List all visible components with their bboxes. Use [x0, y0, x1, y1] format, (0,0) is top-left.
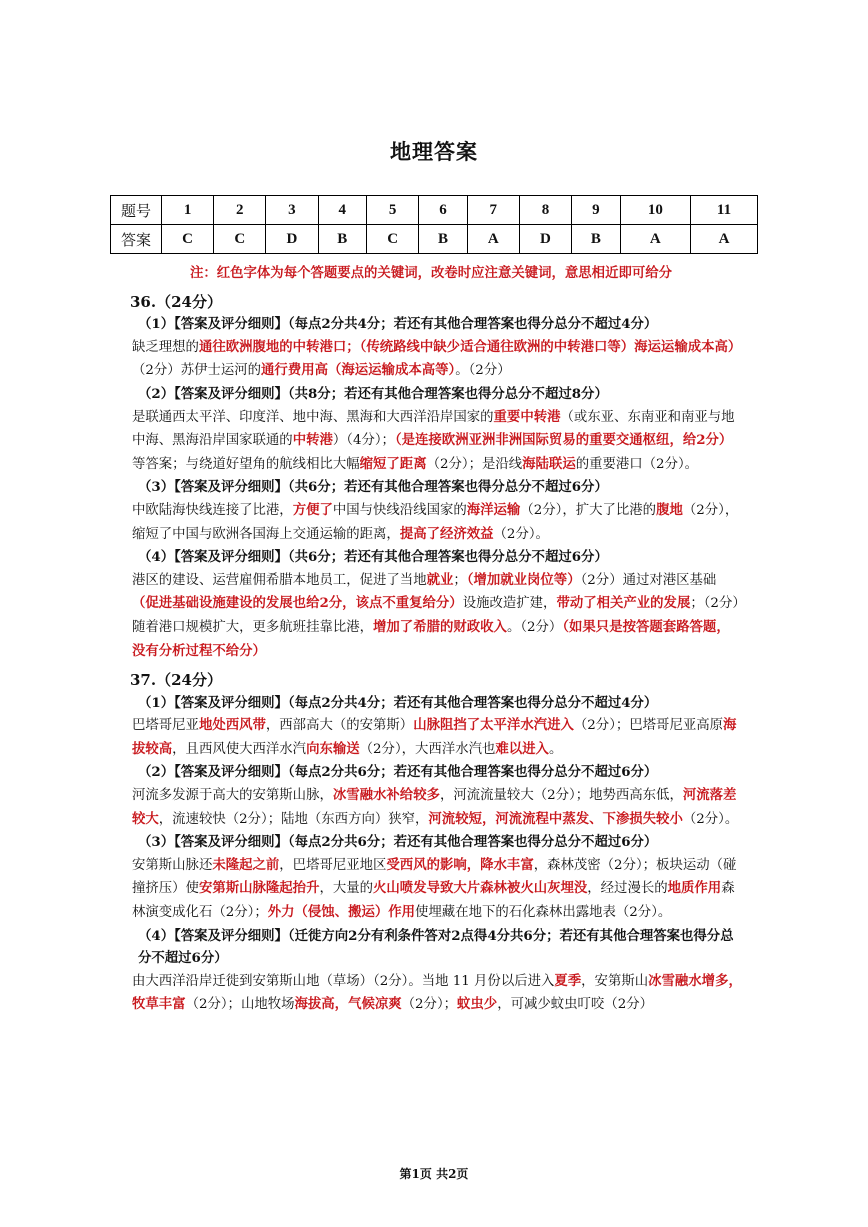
keyword-highlight: 通往欧洲腹地的中转港口；（传统路线中缺少适合通往欧洲的中转港口等）海运运输成本高）	[198, 338, 742, 355]
keyword-highlight: 海拔较高	[132, 717, 737, 757]
answer-text: 等答案；与绕道好望角的航线相比大幅	[132, 456, 360, 472]
q37-part1-answer	[132, 714, 742, 761]
keyword-highlight: 安第斯山脉隆起抬升	[198, 880, 320, 897]
answer-text: 设施改造扩建，	[462, 596, 557, 612]
q37-part2-answer	[132, 784, 742, 831]
answer-cell: C	[367, 225, 419, 254]
keyword-highlight: 重要中转港	[493, 408, 561, 425]
answer-text: ，流速较快（2分）；陆地（东西方向）狭窄，	[158, 811, 429, 827]
answer-cell: D	[519, 225, 571, 254]
q36-part3-answer	[132, 499, 742, 546]
answer-cell: B	[572, 225, 621, 254]
answer-text: 河流多发源于高大的安第斯山脉，	[132, 788, 333, 804]
number-cell: 4	[318, 196, 367, 225]
answer-text: （或东亚、东南亚和南亚与地中海、黑海沿岸国家联通的	[132, 409, 735, 449]
answer-text: ，巴塔哥尼亚地区	[279, 857, 387, 873]
number-cell: 10	[620, 196, 690, 225]
answer-cell: C	[214, 225, 266, 254]
keyword-highlight: 难以进入	[495, 740, 549, 757]
answer-text: （2分）；巴塔哥尼亚高原	[573, 718, 724, 734]
answer-text: 森林演变成化石（2分）；	[132, 881, 735, 921]
keyword-highlight: 外力（侵蚀、搬运）作用	[267, 904, 416, 921]
page-title: 地理答案	[390, 139, 478, 164]
grading-note: 注：红色字体为每个答题要点的关键词，改卷时应注意关键词，意思相近即可给分	[189, 265, 673, 281]
answer-table	[110, 195, 758, 254]
answer-text: 。（2分）	[455, 363, 511, 379]
answer-text: （2分）。	[682, 811, 739, 827]
keyword-highlight: 海陆联运	[522, 455, 576, 472]
answer-row	[111, 225, 758, 254]
answer-cell: B	[318, 225, 367, 254]
keyword-highlight: 受西风的影响，降水丰富	[386, 856, 534, 873]
keyword-highlight: 地质作用	[667, 880, 722, 897]
answer-text: 港区的建设、运营雇佣希腊本地员工，促进了当地	[132, 572, 427, 588]
keyword-highlight: 缩短了距离	[359, 455, 427, 472]
number-cell: 9	[572, 196, 621, 225]
keyword-highlight: 河流较短，河流流程中蒸发、下渗损失较小	[428, 810, 683, 827]
answer-cell: A	[620, 225, 690, 254]
keyword-highlight: 海洋运输	[466, 501, 521, 518]
q36-part1-answer	[132, 336, 742, 383]
number-cell: 6	[419, 196, 468, 225]
answer-text: ，森林茂密（2分）；板块运动（碰撞挤压）使	[132, 857, 737, 897]
answer-text: ，经过漫长的	[587, 881, 668, 897]
answer-cell: C	[162, 225, 214, 254]
q37-part1-heading: （1）【答案及评分细则】（每点2分共4分；若还有其他合理答案也得分总分不超过4分）	[138, 694, 658, 711]
number-cell: 8	[519, 196, 571, 225]
keyword-highlight: 就业	[426, 571, 454, 588]
page-footer: 第1页 共2页	[399, 1167, 469, 1181]
answer-text: 。（2分）	[506, 619, 563, 635]
answer-text: 中欧陆海快线连接了比港，	[132, 502, 293, 518]
keyword-highlight: 蚊虫少	[457, 996, 498, 1013]
q37-part3-heading: （3）【答案及评分细则】（每点2分共6分；若还有其他合理答案也得分总分不超过6分）	[138, 834, 658, 851]
keyword-highlight: 火山喷发导致大片森林被火山灰埋没	[373, 880, 588, 897]
answer-text: （2分）通过对港区基础	[580, 572, 717, 588]
answer-cell: B	[419, 225, 468, 254]
answer-text: 使埋藏在地下的石化森林出露地表（2分）。	[415, 905, 672, 921]
keyword-highlight: 冰雪融水增多，牧草丰富	[132, 972, 742, 1013]
number-cell: 2	[214, 196, 266, 225]
answer-text: 是联通西太平洋、印度洋、地中海、黑海和大西洋沿岸国家的	[132, 409, 494, 425]
row-label-answer: 答案	[111, 225, 162, 254]
keyword-highlight: 增加了希腊的财政收入	[373, 618, 507, 635]
answer-text: ，大量的	[319, 881, 374, 897]
q36-part2-answer	[132, 406, 742, 477]
keyword-highlight: 提高了经济效益	[399, 525, 494, 542]
answer-cell: A	[467, 225, 519, 254]
answer-text: ；	[453, 572, 467, 588]
answer-text: ，西部高大（的安第斯）	[265, 718, 414, 734]
keyword-highlight: 未隆起之前	[212, 856, 280, 873]
answer-cell: D	[266, 225, 318, 254]
q37-part3-answer	[132, 854, 742, 925]
answer-text: （2分）；山地牧场	[185, 997, 295, 1013]
question-36-heading: 36.（24分）	[130, 292, 222, 311]
answer-text: ）（4分）；	[332, 433, 395, 449]
keyword-highlight: 中转港	[292, 432, 333, 449]
keyword-highlight: 方便了	[292, 501, 333, 518]
q36-part2-heading: （2）【答案及评分细则】（共8分；若还有其他合理答案也得分总分不超过8分）	[138, 385, 608, 402]
keyword-highlight: （增加就业岗位等）	[466, 571, 581, 588]
answer-text: 中国与快线沿线国家的	[332, 502, 467, 518]
number-cell: 5	[367, 196, 419, 225]
answer-text: 由大西洋沿岸迁徙到安第斯山地（草场）（2分）。当地 11 月份以后进入	[132, 973, 555, 989]
keyword-highlight: （如果只是按答题套路答题，没有分析过程不给分）	[132, 618, 730, 659]
answer-text: （2分），大西洋水汽也	[359, 741, 496, 757]
answer-text: 缺乏理想的	[132, 339, 199, 355]
q36-part1-heading: （1）【答案及评分细则】（每点2分共4分；若还有其他合理答案也得分总分不超过4分）	[138, 316, 658, 333]
keyword-highlight: 腹地	[656, 501, 683, 518]
number-cell: 3	[266, 196, 318, 225]
answer-text: （2分）；	[401, 997, 458, 1013]
keyword-highlight: 向东输送	[306, 740, 360, 757]
keyword-highlight: 山脉阻挡了太平洋水汽进入	[413, 717, 574, 734]
q37-part4-heading: （4）【答案及评分细则】（迁徙方向2分有利条件答对2点得4分共6分；若还有其他合理答案也得分总分不超过6分）	[138, 927, 734, 967]
answer-text: 的重要港口（2分）。	[575, 456, 699, 472]
number-cell: 1	[162, 196, 214, 225]
answer-text: 安第斯山脉还	[132, 857, 213, 873]
answer-text: （2分）。	[493, 526, 549, 542]
answer-text: （2分）；是沿线	[426, 456, 523, 472]
answer-cell: A	[691, 225, 758, 254]
number-cell: 11	[691, 196, 758, 225]
keyword-highlight: 带动了相关产业的发展	[556, 595, 691, 612]
keyword-highlight: 冰雪融水补给较多	[332, 787, 440, 804]
answer-text: 。	[548, 741, 563, 757]
answer-text: （2分），缩短了中国与欧洲各国海上交通运输的距离，	[132, 502, 739, 542]
keyword-highlight: 海拔高，气候凉爽	[294, 996, 402, 1013]
answer-text: 巴塔哥尼亚	[132, 718, 199, 734]
q37-part2-heading: （2）【答案及评分细则】（每点2分共6分；若还有其他合理答案也得分总分不超过6分）	[138, 764, 658, 781]
answer-text: ，安第斯山	[581, 973, 649, 989]
q37-part4-answer	[132, 970, 742, 1017]
answer-text: ，可减少蚊虫叮咬（2分）	[497, 997, 654, 1013]
keyword-highlight: 夏季	[554, 972, 582, 989]
row-label-number: 题号	[111, 196, 162, 225]
answer-text: ；（2分）随着港口规模扩大，更多航班挂靠比港，	[132, 596, 740, 635]
question-number-row	[111, 196, 758, 225]
keyword-highlight: （促进基础设施建设的发展也给2分，该点不重复给分）	[132, 595, 463, 612]
keyword-highlight: 地处西风带	[198, 717, 266, 734]
answer-content	[132, 262, 742, 1017]
answer-text: （2分），扩大了比港的	[520, 502, 657, 518]
question-37-heading: 37.（24分）	[130, 671, 222, 690]
answer-text: ，且西风使大西洋水汽	[172, 741, 307, 757]
q36-part3-heading: （3）【答案及评分细则】（共6分；若还有其他合理答案也得分总分不超过6分）	[138, 479, 608, 496]
keyword-highlight: 河流落差较大	[132, 787, 737, 827]
keyword-highlight: （是连接欧洲亚洲非洲国际贸易的重要交通枢纽，给2分）	[394, 432, 733, 449]
q36-part4-answer	[132, 569, 742, 663]
number-cell: 7	[467, 196, 519, 225]
keyword-highlight: 通行费用高（海运运输成本高等）	[261, 362, 456, 379]
q36-part4-heading: （4）【答案及评分细则】（共6分；若还有其他合理答案也得分总分不超过6分）	[138, 549, 608, 566]
answer-text: （2分）苏伊士运河的	[132, 363, 262, 379]
answer-text: ，河流流量较大（2分）；地势西高东低，	[439, 788, 683, 804]
